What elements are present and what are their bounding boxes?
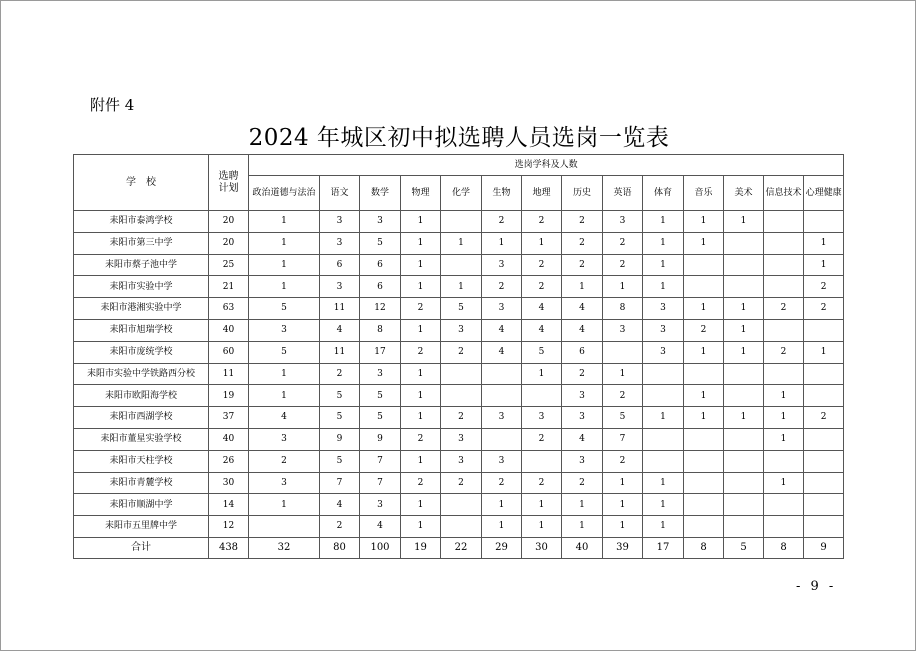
subject-count-cell: 1: [401, 211, 441, 233]
subject-count-cell: 1: [522, 494, 562, 516]
school-name-cell: 耒阳市董星实验学校: [74, 428, 209, 450]
total-row: [74, 537, 844, 558]
table-row: [74, 494, 844, 516]
table-row: [74, 341, 844, 363]
subject-count-cell: 2: [603, 232, 643, 254]
subject-header-cell: 信息技术: [764, 176, 804, 211]
plan-count-cell: 25: [209, 254, 249, 276]
subject-count-cell: 3: [441, 450, 482, 472]
subject-count-cell: [764, 363, 804, 385]
table-row: [74, 450, 844, 472]
subject-count-cell: [724, 276, 764, 298]
subject-count-cell: [804, 428, 844, 450]
subject-group-header: 选岗学科及人数: [249, 155, 844, 176]
school-name-cell: 耒阳市实验中学: [74, 276, 209, 298]
school-name-cell: 耒阳市第三中学: [74, 232, 209, 254]
subject-count-cell: 5: [249, 341, 320, 363]
plan-count-cell: 20: [209, 211, 249, 233]
subject-count-cell: 3: [360, 363, 401, 385]
subject-count-cell: 1: [482, 516, 522, 538]
subject-count-cell: 3: [360, 494, 401, 516]
subject-count-cell: 1: [401, 516, 441, 538]
subject-count-cell: [764, 450, 804, 472]
total-plan-cell: 438: [209, 537, 249, 558]
subject-count-cell: 4: [522, 298, 562, 320]
table-row: [74, 428, 844, 450]
subject-count-cell: 7: [603, 428, 643, 450]
subject-count-cell: 3: [603, 319, 643, 341]
plan-header-line2: 计划: [218, 182, 239, 194]
total-subject-cell: 100: [360, 537, 401, 558]
subject-count-cell: [522, 450, 562, 472]
subject-count-cell: [804, 319, 844, 341]
school-name-cell: 耒阳市旭瑞学校: [74, 319, 209, 341]
subject-header-cell: 生物: [482, 176, 522, 211]
subject-count-cell: 3: [320, 276, 360, 298]
total-subject-cell: 40: [562, 537, 603, 558]
subject-header-cell: 音乐: [684, 176, 724, 211]
subject-header-cell: 体育: [643, 176, 684, 211]
table-row: [74, 363, 844, 385]
subject-count-cell: [724, 385, 764, 407]
subject-count-cell: [684, 428, 724, 450]
subject-count-cell: 3: [249, 319, 320, 341]
subject-count-cell: 2: [401, 298, 441, 320]
subject-count-cell: 1: [684, 298, 724, 320]
subject-count-cell: 6: [320, 254, 360, 276]
subject-count-cell: 1: [401, 254, 441, 276]
subject-count-cell: 2: [522, 428, 562, 450]
subject-count-cell: 2: [441, 407, 482, 429]
document-title: 2024 年城区初中拟选聘人员选岗一览表: [248, 125, 670, 151]
subject-count-cell: 1: [804, 341, 844, 363]
subject-count-cell: 4: [482, 319, 522, 341]
subject-count-cell: 1: [724, 211, 764, 233]
page-number: - 9 -: [796, 579, 837, 594]
subject-count-cell: [643, 363, 684, 385]
school-name-cell: 耒阳市蔡子池中学: [74, 254, 209, 276]
subject-count-cell: 11: [320, 341, 360, 363]
subject-count-cell: 3: [482, 450, 522, 472]
subject-count-cell: [482, 385, 522, 407]
subject-count-cell: [441, 516, 482, 538]
subject-count-cell: 7: [320, 472, 360, 494]
subject-count-cell: [764, 211, 804, 233]
subject-count-cell: 5: [249, 298, 320, 320]
subject-count-cell: 3: [562, 450, 603, 472]
subject-count-cell: 1: [482, 232, 522, 254]
subject-count-cell: 2: [522, 472, 562, 494]
table-row: [74, 516, 844, 538]
table-row: [74, 407, 844, 429]
subject-count-cell: [764, 319, 804, 341]
subject-count-cell: [804, 385, 844, 407]
subject-count-cell: 1: [804, 232, 844, 254]
subject-count-cell: 1: [724, 298, 764, 320]
subject-count-cell: 2: [804, 407, 844, 429]
table-row: [74, 319, 844, 341]
subject-count-cell: [684, 494, 724, 516]
subject-header-cell: 政治道德与法治: [249, 176, 320, 211]
total-subject-cell: 9: [804, 537, 844, 558]
subject-count-cell: [804, 472, 844, 494]
subject-count-cell: 3: [482, 298, 522, 320]
subject-count-cell: [724, 450, 764, 472]
subject-count-cell: 4: [562, 298, 603, 320]
subject-count-cell: 2: [441, 341, 482, 363]
subject-count-cell: 1: [562, 276, 603, 298]
subject-count-cell: 5: [522, 341, 562, 363]
subject-count-cell: [482, 428, 522, 450]
subject-count-cell: 4: [360, 516, 401, 538]
subject-count-cell: 6: [562, 341, 603, 363]
subject-count-cell: 2: [401, 428, 441, 450]
subject-count-cell: 5: [603, 407, 643, 429]
subject-count-cell: 1: [724, 319, 764, 341]
subject-count-cell: [804, 516, 844, 538]
subject-count-cell: 1: [643, 211, 684, 233]
subject-count-cell: 3: [249, 428, 320, 450]
subject-count-cell: 1: [522, 516, 562, 538]
subject-count-cell: 3: [249, 472, 320, 494]
subject-header-cell: 美术: [724, 176, 764, 211]
subject-count-cell: 5: [441, 298, 482, 320]
subject-count-cell: 1: [401, 276, 441, 298]
subject-count-cell: 5: [320, 407, 360, 429]
subject-count-cell: 4: [482, 341, 522, 363]
subject-count-cell: 4: [562, 428, 603, 450]
subject-header-cell: 数学: [360, 176, 401, 211]
recruitment-table: [73, 154, 844, 559]
subject-count-cell: 1: [249, 363, 320, 385]
subject-count-cell: [643, 450, 684, 472]
subject-count-cell: 3: [643, 341, 684, 363]
subject-count-cell: 2: [562, 211, 603, 233]
subject-count-cell: 1: [401, 363, 441, 385]
plan-count-cell: 14: [209, 494, 249, 516]
subject-count-cell: [804, 211, 844, 233]
plan-count-cell: 37: [209, 407, 249, 429]
subject-count-cell: 7: [360, 472, 401, 494]
subject-count-cell: 1: [764, 428, 804, 450]
subject-count-cell: 2: [249, 450, 320, 472]
subject-count-cell: 2: [522, 276, 562, 298]
table-row: [74, 472, 844, 494]
plan-count-cell: 40: [209, 428, 249, 450]
subject-count-cell: 1: [643, 407, 684, 429]
school-name-cell: 耒阳市港湘实验中学: [74, 298, 209, 320]
school-name-cell: 耒阳市青麓学校: [74, 472, 209, 494]
subject-count-cell: 3: [441, 319, 482, 341]
subject-count-cell: 1: [401, 407, 441, 429]
subject-count-cell: [603, 341, 643, 363]
subject-count-cell: 1: [401, 385, 441, 407]
school-name-cell: 耒阳市实验中学铁路西分校: [74, 363, 209, 385]
subject-count-cell: 1: [643, 232, 684, 254]
subject-count-cell: 2: [401, 472, 441, 494]
subject-count-cell: 1: [684, 341, 724, 363]
plan-count-cell: 26: [209, 450, 249, 472]
subject-count-cell: 2: [522, 211, 562, 233]
subject-count-cell: 2: [764, 341, 804, 363]
subject-count-cell: [724, 494, 764, 516]
subject-count-cell: 5: [360, 407, 401, 429]
subject-count-cell: 12: [360, 298, 401, 320]
subject-count-cell: 4: [320, 319, 360, 341]
total-label-cell: 合计: [74, 537, 209, 558]
subject-count-cell: [684, 276, 724, 298]
subject-count-cell: 6: [360, 276, 401, 298]
total-subject-cell: 39: [603, 537, 643, 558]
subject-count-cell: [441, 211, 482, 233]
subject-count-cell: 2: [482, 276, 522, 298]
subject-count-cell: 1: [401, 494, 441, 516]
subject-count-cell: [724, 363, 764, 385]
subject-count-cell: 1: [764, 385, 804, 407]
subject-count-cell: 1: [562, 494, 603, 516]
subject-count-cell: 1: [724, 407, 764, 429]
plan-count-cell: 63: [209, 298, 249, 320]
subject-count-cell: 5: [360, 232, 401, 254]
subject-count-cell: 1: [804, 254, 844, 276]
subject-count-cell: 1: [482, 494, 522, 516]
subject-count-cell: 3: [643, 319, 684, 341]
subject-count-cell: 1: [684, 211, 724, 233]
subject-count-cell: 3: [562, 407, 603, 429]
subject-count-cell: [684, 450, 724, 472]
subject-count-cell: [724, 232, 764, 254]
subject-count-cell: 1: [249, 211, 320, 233]
subject-count-cell: [684, 363, 724, 385]
total-subject-cell: 8: [684, 537, 724, 558]
subject-count-cell: [764, 232, 804, 254]
plan-count-cell: 11: [209, 363, 249, 385]
subject-count-cell: [724, 472, 764, 494]
plan-count-cell: 19: [209, 385, 249, 407]
table-row: [74, 254, 844, 276]
subject-count-cell: 3: [522, 407, 562, 429]
plan-count-cell: 60: [209, 341, 249, 363]
subject-count-cell: [684, 516, 724, 538]
subject-count-cell: [764, 516, 804, 538]
school-column-header: 学 校: [74, 155, 209, 211]
subject-count-cell: 3: [360, 211, 401, 233]
total-subject-cell: 80: [320, 537, 360, 558]
subject-count-cell: 3: [482, 254, 522, 276]
total-subject-cell: 29: [482, 537, 522, 558]
subject-count-cell: 9: [360, 428, 401, 450]
school-name-cell: 耒阳市西湖学校: [74, 407, 209, 429]
subject-count-cell: 1: [724, 341, 764, 363]
subject-count-cell: 2: [562, 232, 603, 254]
subject-count-cell: 1: [562, 516, 603, 538]
subject-count-cell: 1: [643, 254, 684, 276]
plan-header-line1: 选聘: [218, 171, 239, 182]
table-row: [74, 232, 844, 254]
subject-count-cell: 4: [562, 319, 603, 341]
subject-count-cell: 1: [249, 276, 320, 298]
subject-count-cell: 5: [320, 385, 360, 407]
subject-count-cell: 3: [441, 428, 482, 450]
subject-count-cell: 2: [804, 276, 844, 298]
subject-count-cell: [441, 363, 482, 385]
annex-label: 附件 4: [90, 96, 135, 114]
subject-count-cell: 1: [401, 319, 441, 341]
plan-count-cell: 30: [209, 472, 249, 494]
subject-count-cell: 9: [320, 428, 360, 450]
subject-count-cell: 1: [684, 385, 724, 407]
subject-count-cell: 2: [562, 472, 603, 494]
subject-count-cell: 3: [320, 232, 360, 254]
subject-count-cell: 11: [320, 298, 360, 320]
subject-count-cell: [724, 254, 764, 276]
subject-count-cell: 2: [401, 341, 441, 363]
subject-count-cell: 1: [441, 276, 482, 298]
subject-count-cell: 2: [603, 254, 643, 276]
subject-count-cell: 1: [603, 363, 643, 385]
subject-header-cell: 心理健康: [804, 176, 844, 211]
subject-count-cell: 2: [482, 472, 522, 494]
subject-count-cell: 1: [603, 516, 643, 538]
subject-count-cell: 2: [804, 298, 844, 320]
subject-count-cell: [804, 494, 844, 516]
table-row: [74, 211, 844, 233]
total-subject-cell: 32: [249, 537, 320, 558]
total-subject-cell: 22: [441, 537, 482, 558]
subject-count-cell: 1: [603, 494, 643, 516]
school-name-cell: 耒阳市五里牌中学: [74, 516, 209, 538]
subject-count-cell: 2: [562, 254, 603, 276]
total-subject-cell: 5: [724, 537, 764, 558]
subject-count-cell: 1: [684, 407, 724, 429]
subject-count-cell: 1: [401, 232, 441, 254]
table-row: [74, 298, 844, 320]
subject-count-cell: 1: [643, 516, 684, 538]
subject-count-cell: 2: [320, 363, 360, 385]
subject-count-cell: 1: [603, 276, 643, 298]
subject-count-cell: [764, 276, 804, 298]
subject-count-cell: 1: [603, 472, 643, 494]
subject-count-cell: 1: [249, 254, 320, 276]
subject-count-cell: 1: [684, 232, 724, 254]
subject-header-cell: 地理: [522, 176, 562, 211]
subject-count-cell: [684, 472, 724, 494]
subject-count-cell: 1: [643, 494, 684, 516]
subject-count-cell: 1: [643, 276, 684, 298]
subject-count-cell: [804, 450, 844, 472]
subject-count-cell: 7: [360, 450, 401, 472]
subject-count-cell: 1: [764, 407, 804, 429]
subject-count-cell: [643, 428, 684, 450]
subject-count-cell: [764, 494, 804, 516]
subject-count-cell: [643, 385, 684, 407]
subject-header-cell: 语文: [320, 176, 360, 211]
subject-count-cell: 2: [482, 211, 522, 233]
subject-header-cell: 英语: [603, 176, 643, 211]
subject-count-cell: 2: [603, 385, 643, 407]
school-name-cell: 耒阳市天柱学校: [74, 450, 209, 472]
school-name-cell: 耒阳市泰鸿学校: [74, 211, 209, 233]
subject-count-cell: [441, 254, 482, 276]
subject-count-cell: [724, 516, 764, 538]
table-body: [74, 211, 844, 559]
subject-count-cell: 2: [441, 472, 482, 494]
table-row: [74, 385, 844, 407]
subject-count-cell: 3: [562, 385, 603, 407]
subject-count-cell: 1: [441, 232, 482, 254]
school-name-cell: 耒阳市欧阳海学校: [74, 385, 209, 407]
subject-count-cell: 2: [522, 254, 562, 276]
subject-header-cell: 历史: [562, 176, 603, 211]
subject-count-cell: 1: [764, 472, 804, 494]
subject-header-cell: 化学: [441, 176, 482, 211]
subject-count-cell: 5: [360, 385, 401, 407]
total-subject-cell: 30: [522, 537, 562, 558]
plan-count-cell: 40: [209, 319, 249, 341]
subject-count-cell: 1: [643, 472, 684, 494]
subject-count-cell: [804, 363, 844, 385]
subject-count-cell: [724, 428, 764, 450]
subject-count-cell: 8: [360, 319, 401, 341]
plan-count-cell: 12: [209, 516, 249, 538]
plan-column-header: [209, 155, 249, 211]
subject-count-cell: 1: [401, 450, 441, 472]
subject-count-cell: [249, 516, 320, 538]
subject-count-cell: 2: [764, 298, 804, 320]
subject-count-cell: 1: [522, 232, 562, 254]
plan-count-cell: 20: [209, 232, 249, 254]
subject-count-cell: 3: [603, 211, 643, 233]
subject-count-cell: [441, 494, 482, 516]
subject-count-cell: 5: [320, 450, 360, 472]
subject-count-cell: 1: [249, 385, 320, 407]
subject-count-cell: [522, 385, 562, 407]
subject-count-cell: 1: [522, 363, 562, 385]
table-row: [74, 276, 844, 298]
subject-count-cell: 2: [320, 516, 360, 538]
subject-count-cell: [764, 254, 804, 276]
subject-count-cell: 4: [320, 494, 360, 516]
total-subject-cell: 19: [401, 537, 441, 558]
subject-count-cell: 3: [482, 407, 522, 429]
subject-count-cell: 2: [562, 363, 603, 385]
school-name-cell: 耒阳市顺湖中学: [74, 494, 209, 516]
subject-count-cell: [441, 385, 482, 407]
plan-count-cell: 21: [209, 276, 249, 298]
subject-count-cell: 1: [249, 494, 320, 516]
subject-count-cell: 6: [360, 254, 401, 276]
subject-header-cell: 物理: [401, 176, 441, 211]
header-row-top: [74, 155, 844, 176]
subject-count-cell: 2: [603, 450, 643, 472]
subject-count-cell: 4: [522, 319, 562, 341]
total-subject-cell: 8: [764, 537, 804, 558]
subject-count-cell: 8: [603, 298, 643, 320]
subject-count-cell: 4: [249, 407, 320, 429]
subject-count-cell: 1: [249, 232, 320, 254]
subject-count-cell: [684, 254, 724, 276]
subject-count-cell: 3: [643, 298, 684, 320]
total-subject-cell: 17: [643, 537, 684, 558]
school-name-cell: 耒阳市庞统学校: [74, 341, 209, 363]
subject-count-cell: 17: [360, 341, 401, 363]
subject-count-cell: 3: [320, 211, 360, 233]
subject-count-cell: [482, 363, 522, 385]
subject-count-cell: 2: [684, 319, 724, 341]
